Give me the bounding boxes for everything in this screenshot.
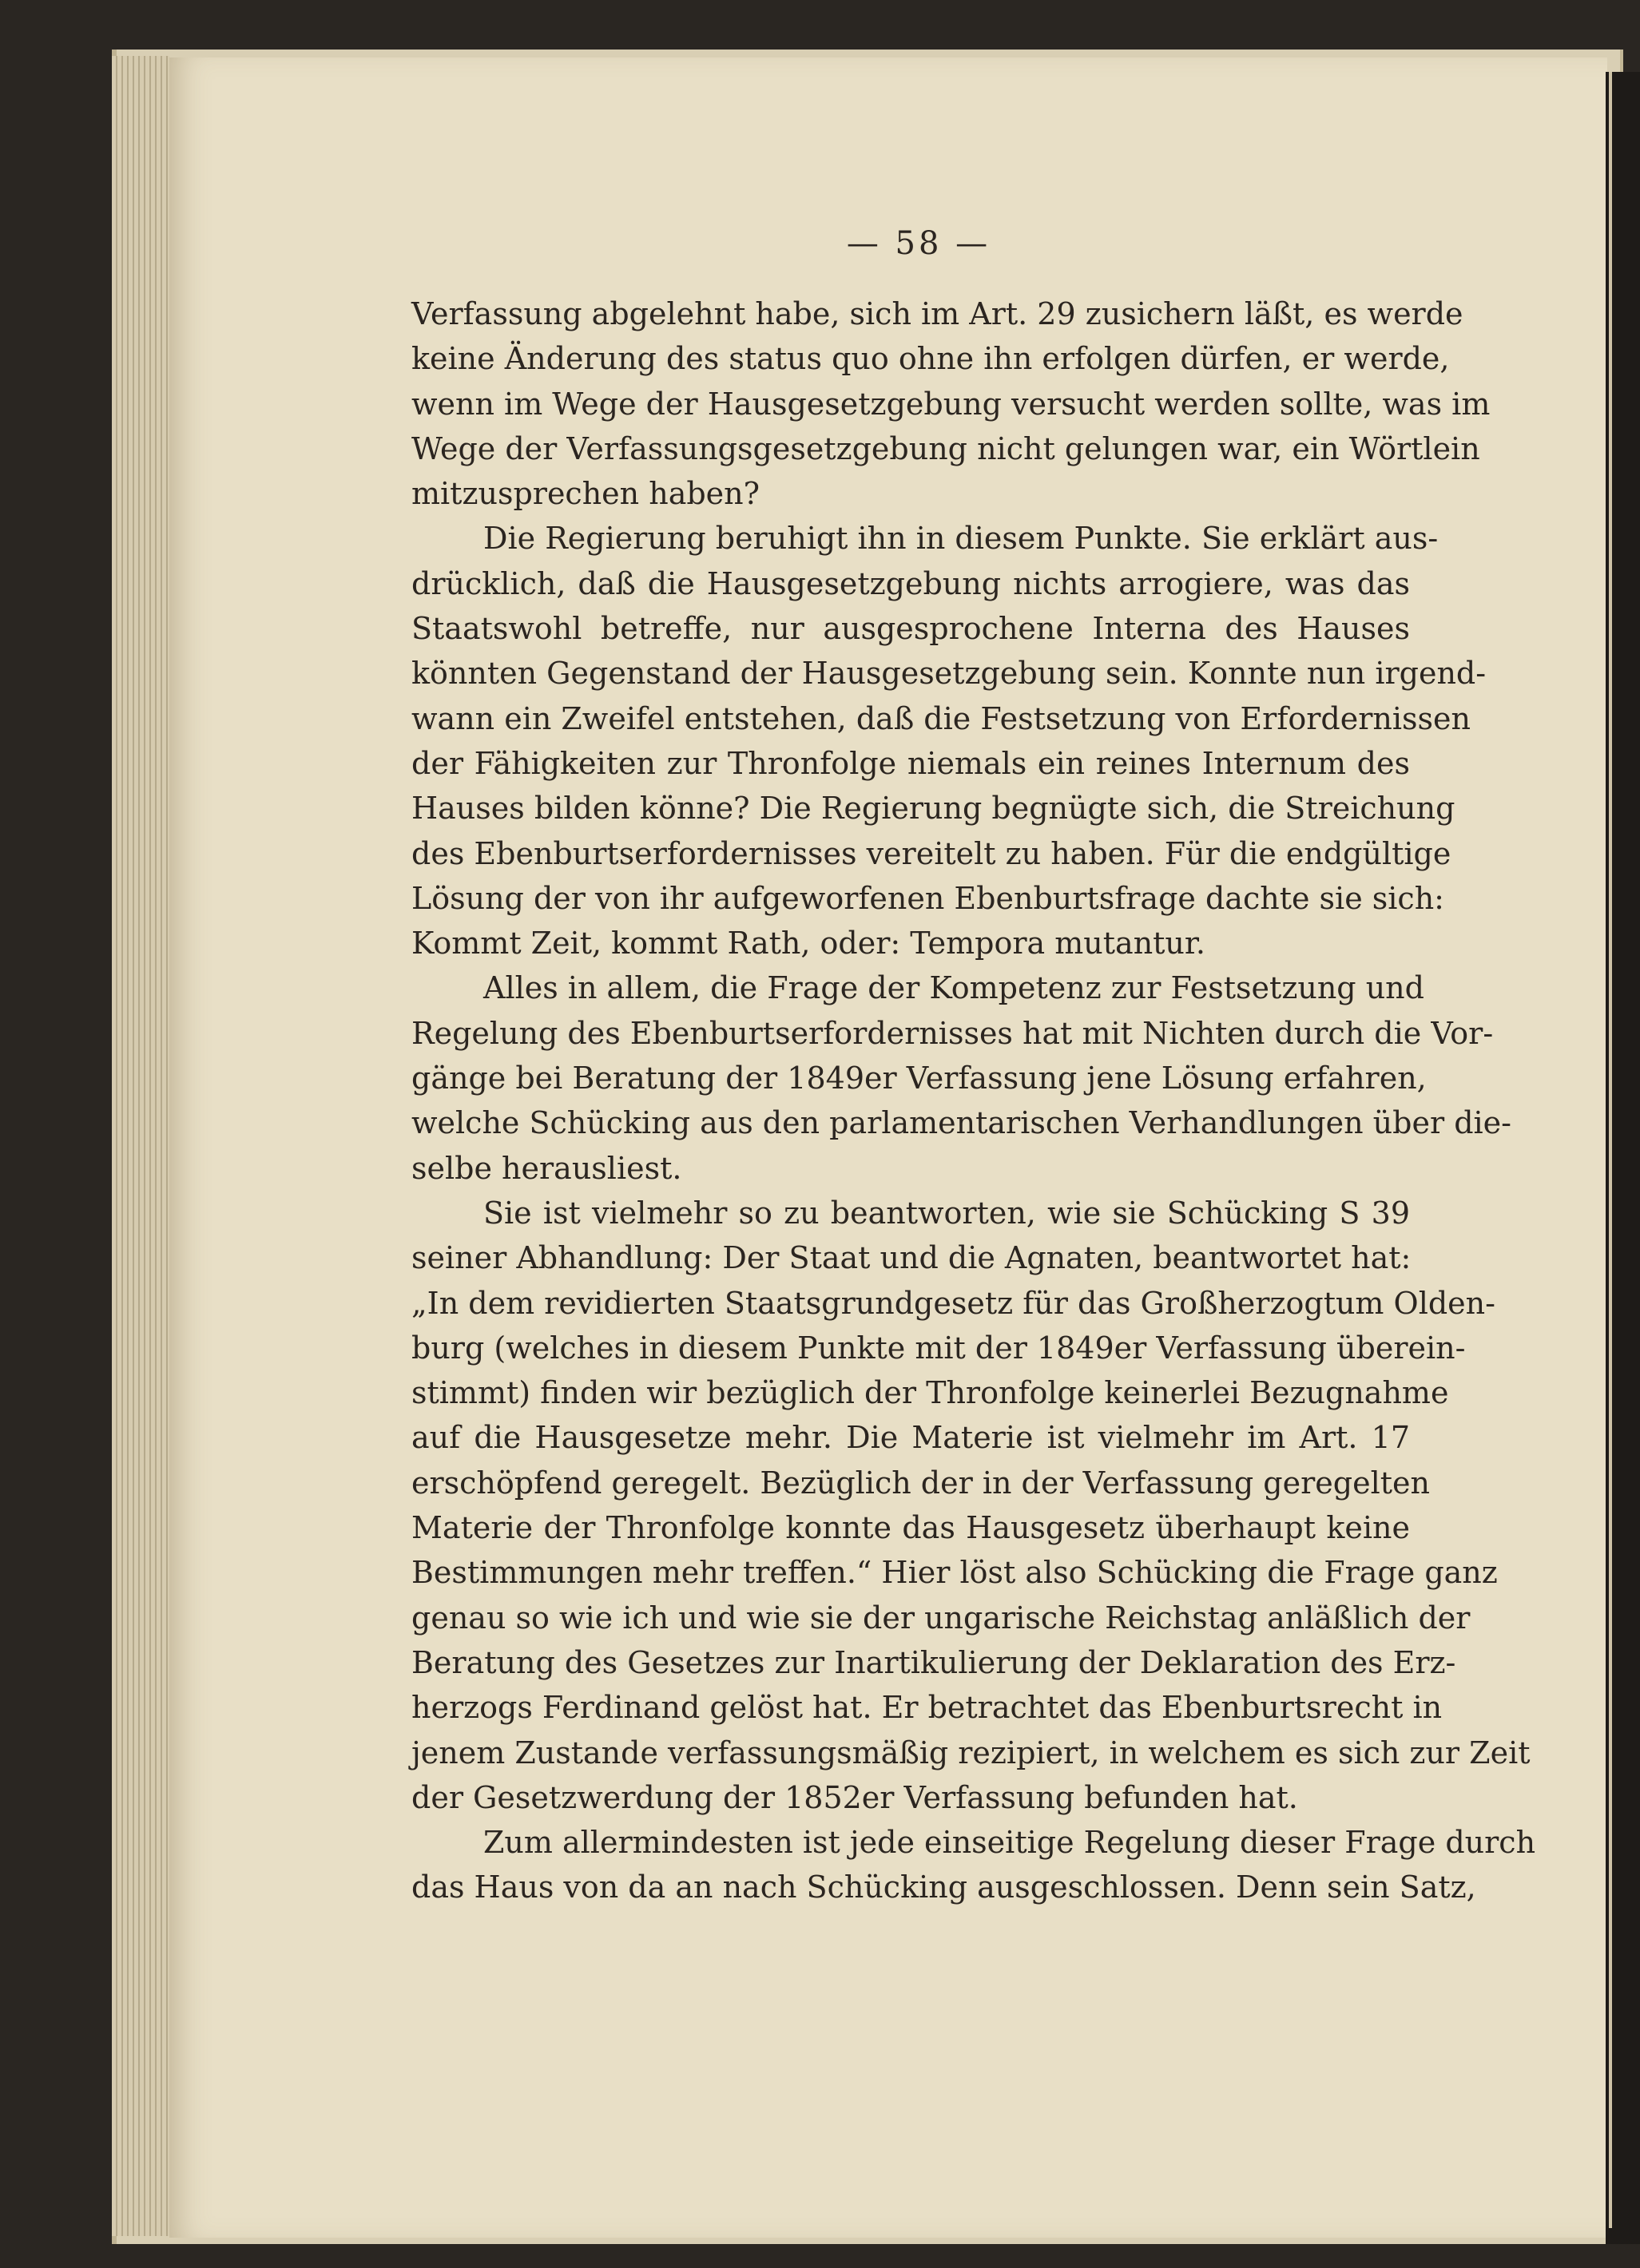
text-line: genau so wie ich und wie sie der ungarische Reichstag anläßlich der (411, 1600, 1471, 1636)
text-line: der Gesetzwerdung der 1852er Verfassung befunden hat. (411, 1779, 1298, 1815)
text-line: burg (welches in diesem Punkte mit der 1849er Verfassung überein- (411, 1330, 1466, 1366)
text-line: Die Regierung beruhigt ihn in diesem Punkte. Sie erklärt aus- (483, 521, 1439, 557)
text-line: jenem Zustande verfassungsmäßig rezipiert, in welchem es sich zur Zeit (411, 1735, 1531, 1770)
text-line: Verfassung abgelehnt habe, sich im Art. 29 zusichern läßt, es werde (411, 296, 1463, 331)
text-line: Kommt Zeit, kommt Rath, oder: Tempora mutantur. (411, 926, 1205, 962)
body-text (411, 291, 1536, 1910)
text-line: könnten Gegenstand der Hausgesetzgebung sein. Konnte nun irgend- (411, 656, 1487, 692)
text-line: selbe herausliest. (411, 1150, 682, 1186)
text-line: Lösung der von ihr aufgeworfenen Ebenburtsfrage dachte sie sich: (411, 880, 1444, 916)
text-line: das Haus von da an nach Schücking ausgeschlossen. Denn sein Satz, (411, 1870, 1476, 1905)
page-edges (112, 56, 169, 2236)
text-line: Regelung des Ebenburtserfordernisses hat mit Nichten durch die Vor- (411, 1015, 1494, 1051)
text-line: Materie der Thronfolge konnte das Hausgesetz überhaupt keine (411, 1510, 1410, 1546)
text-line: welche Schücking aus den parlamentarischen Verhandlungen über die- (411, 1105, 1511, 1141)
text-line: „In dem revidierten Staatsgrundgesetz für das Großherzogtum Olden- (411, 1285, 1495, 1321)
text-line: Bestimmungen mehr treffen.“ Hier löst also Schücking die Frage ganz (411, 1555, 1498, 1591)
text-line: drücklich, daß die Hausgesetzgebung nichts arrogiere, was das (411, 565, 1410, 601)
text-line: gänge bei Beratung der 1849er Verfassung jene Lösung erfahren, (411, 1061, 1427, 1096)
text-line: auf die Hausgesetze mehr. Die Materie ist vielmehr im Art. 17 (411, 1420, 1410, 1456)
text-line: des Ebenburtserfordernisses vereitelt zu haben. Für die endgültige (411, 835, 1451, 871)
page-number: — 58 — (846, 225, 991, 262)
text-line: Alles in allem, die Frage der Kompetenz zur Festsetzung und (483, 970, 1424, 1006)
text-line: wenn im Wege der Hausgesetzgebung versucht werden sollte, was im (411, 386, 1491, 422)
text-line: herzogs Ferdinand gelöst hat. Er betrachtet das Ebenburtsrecht in (411, 1690, 1443, 1726)
text-line: mitzusprechen haben? (411, 476, 760, 512)
text-line: Zum allermindesten ist jede einseitige Regelung dieser Frage durch (483, 1825, 1536, 1861)
text-line: Beratung des Gesetzes zur Inartikulierung der Deklaration des Erz- (411, 1644, 1456, 1680)
text-line: Wege der Verfassungsgesetzgebung nicht gelungen war, ein Wörtlein (411, 430, 1480, 466)
right-page-margin-line (1609, 72, 1612, 2228)
text-line: Staatswohl betreffe, nur ausgesprochene Interna des Hauses (411, 611, 1410, 647)
text-line: wann ein Zweifel entstehen, daß die Festsetzung von Erfordernissen (411, 700, 1471, 736)
text-line: der Fähigkeiten zur Thronfolge niemals ein reines Internum des (411, 745, 1410, 781)
text-line: stimmt) finden wir bezüglich der Thronfolge keinerlei Bezugnahme (411, 1375, 1449, 1411)
text-line: erschöpfend geregelt. Bezüglich der in der Verfassung geregelten (411, 1465, 1430, 1501)
text-line: Sie ist vielmehr so zu beantworten, wie sie Schücking S 39 (483, 1195, 1410, 1231)
text-line: keine Änderung des status quo ohne ihn erfolgen dürfen, er werde, (411, 341, 1450, 377)
text-line: Hauses bilden könne? Die Regierung begnügte sich, die Streichung (411, 791, 1455, 827)
text-line: seiner Abhandlung: Der Staat und die Agnaten, beantwortet hat: (411, 1240, 1412, 1276)
